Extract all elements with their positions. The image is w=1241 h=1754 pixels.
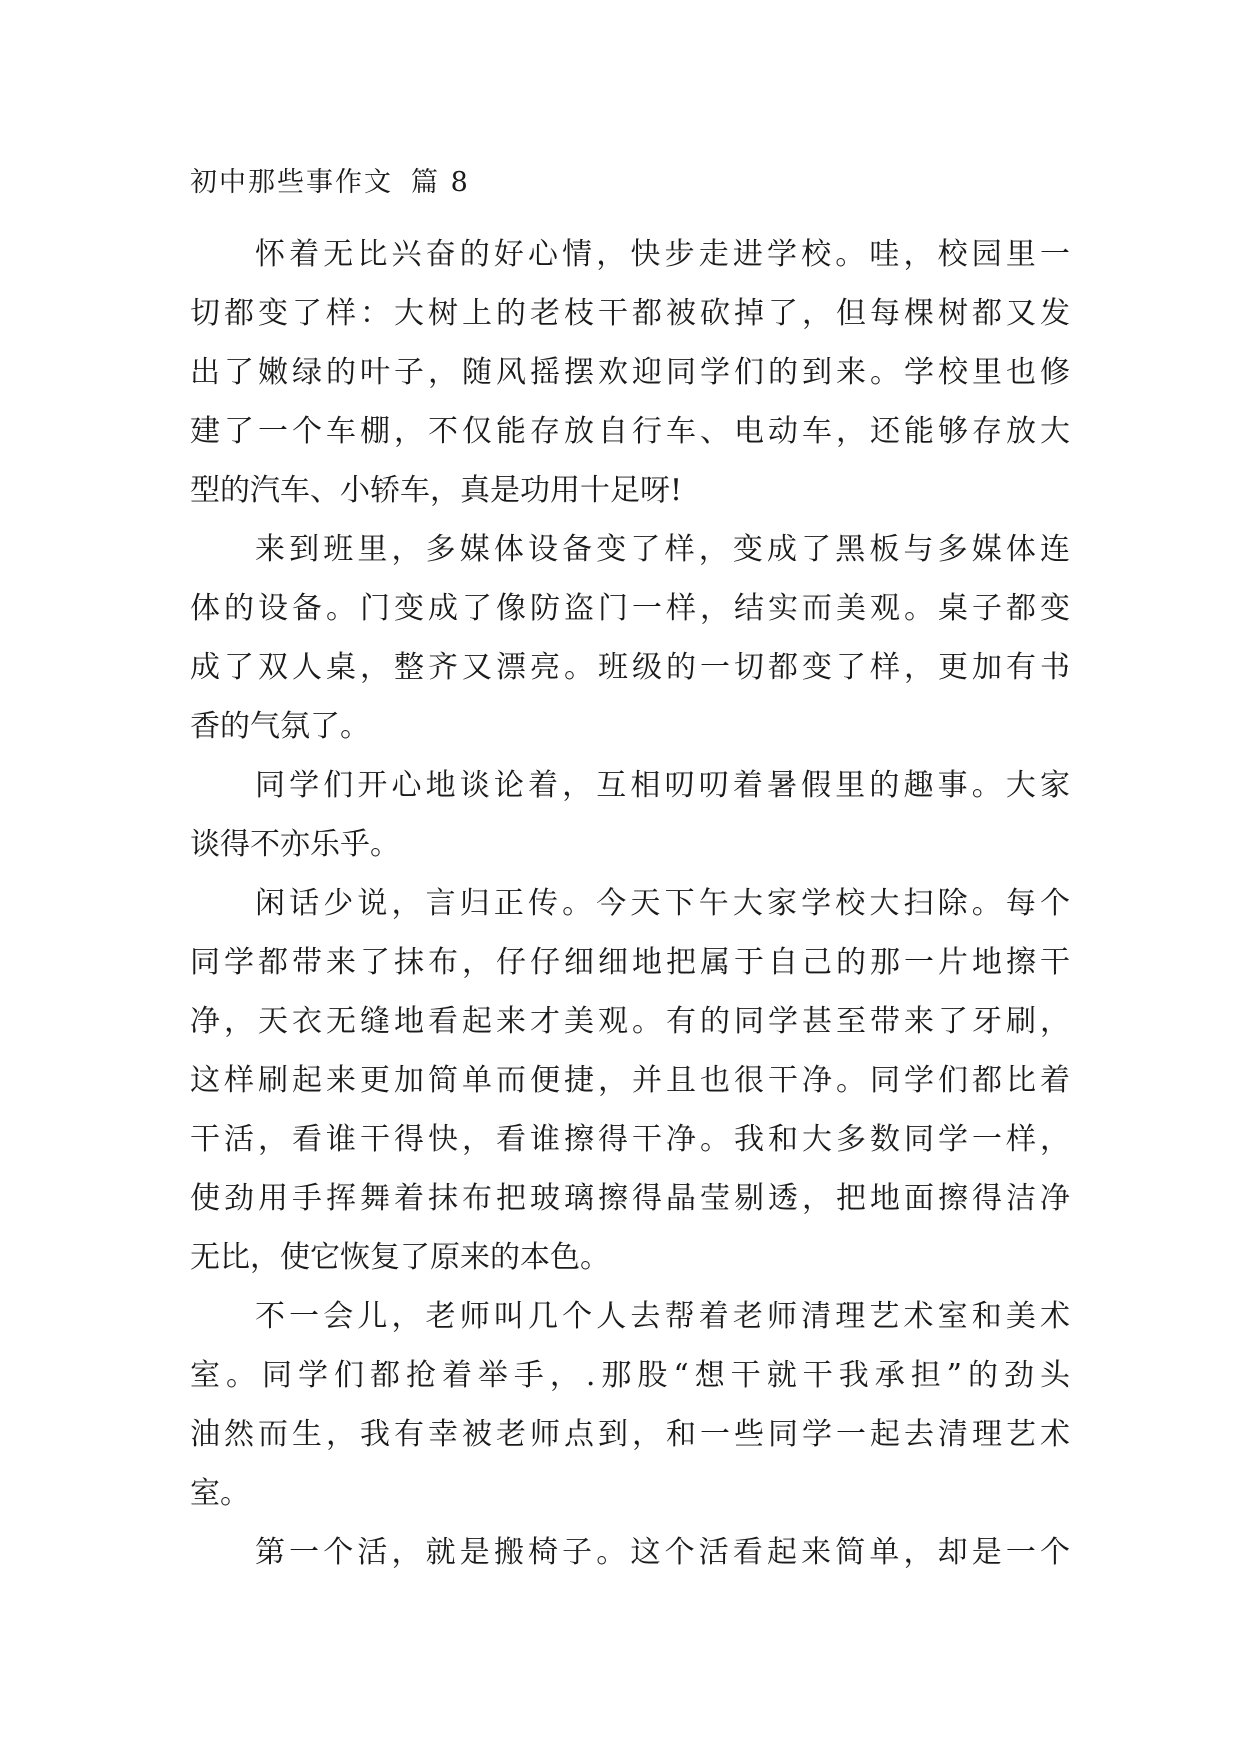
text-line: 谈得不亦乐乎。 bbox=[190, 827, 400, 862]
text-line: 怀着无比兴奋的好心情，快步走进学校。哇，校园里一 bbox=[255, 237, 1070, 272]
text-line: 同学们开心地谈论着，互相叨叨着暑假里的趣事。大家 bbox=[255, 768, 1070, 803]
text-line: 香的气氛了。 bbox=[190, 709, 370, 744]
text-line: 室。 bbox=[190, 1476, 250, 1511]
text-line: 建了一个车棚，不仅能存放自行车、电动车，还能够存放大 bbox=[190, 414, 1070, 449]
page-title bbox=[190, 163, 470, 203]
text-line: 净，天衣无缝地看起来才美观。有的同学甚至带来了牙刷， bbox=[190, 1004, 1070, 1039]
text-line: 型的汽车、小轿车，真是功用十足呀! bbox=[190, 473, 683, 508]
text-line: 第一个活，就是搬椅子。这个活看起来简单，却是一个 bbox=[255, 1535, 1070, 1570]
text-line: 出了嫩绿的叶子，随风摇摆欢迎同学们的到来。学校里也修 bbox=[190, 355, 1070, 390]
text-line: 成了双人桌，整齐又漂亮。班级的一切都变了样，更加有书 bbox=[190, 650, 1070, 685]
paragraph bbox=[190, 225, 1070, 520]
text-line: 油然而生，我有幸被老师点到，和一些同学一起去清理艺术 bbox=[190, 1417, 1070, 1452]
title-suffix: 篇 8 bbox=[411, 167, 470, 198]
text-line: 闲话少说，言归正传。今天下午大家学校大扫除。每个 bbox=[255, 886, 1070, 921]
paragraph bbox=[190, 520, 1070, 756]
text-line: 这样刷起来更加简单而便捷，并且也很干净。同学们都比着 bbox=[190, 1063, 1070, 1098]
paragraph bbox=[190, 756, 1070, 874]
text-line: 使劲用手挥舞着抹布把玻璃擦得晶莹剔透，把地面擦得洁净 bbox=[190, 1181, 1070, 1216]
paragraph bbox=[190, 1287, 1070, 1523]
text-line: 体的设备。门变成了像防盗门一样，结实而美观。桌子都变 bbox=[190, 591, 1070, 626]
text-line: 切都变了样：大树上的老枝干都被砍掉了，但每棵树都又发 bbox=[190, 296, 1070, 331]
paragraph bbox=[190, 874, 1070, 1287]
text-line: 不一会儿，老师叫几个人去帮着老师清理艺术室和美术 bbox=[255, 1299, 1070, 1334]
paragraph bbox=[190, 1523, 1070, 1582]
article-body bbox=[190, 225, 1070, 1582]
title-text: 初中那些事作文 bbox=[190, 167, 393, 198]
text-line: 来到班里，多媒体设备变了样，变成了黑板与多媒体连 bbox=[255, 532, 1070, 567]
text-line: 干活，看谁干得快，看谁擦得干净。我和大多数同学一样， bbox=[190, 1122, 1070, 1157]
text-line: 无比，使它恢复了原来的本色。 bbox=[190, 1240, 610, 1275]
text-line: 室。同学们都抢着举手，.那股“想干就干我承担”的劲头 bbox=[190, 1358, 1070, 1393]
text-line: 同学都带来了抹布，仔仔细细地把属于自己的那一片地擦干 bbox=[190, 945, 1070, 980]
